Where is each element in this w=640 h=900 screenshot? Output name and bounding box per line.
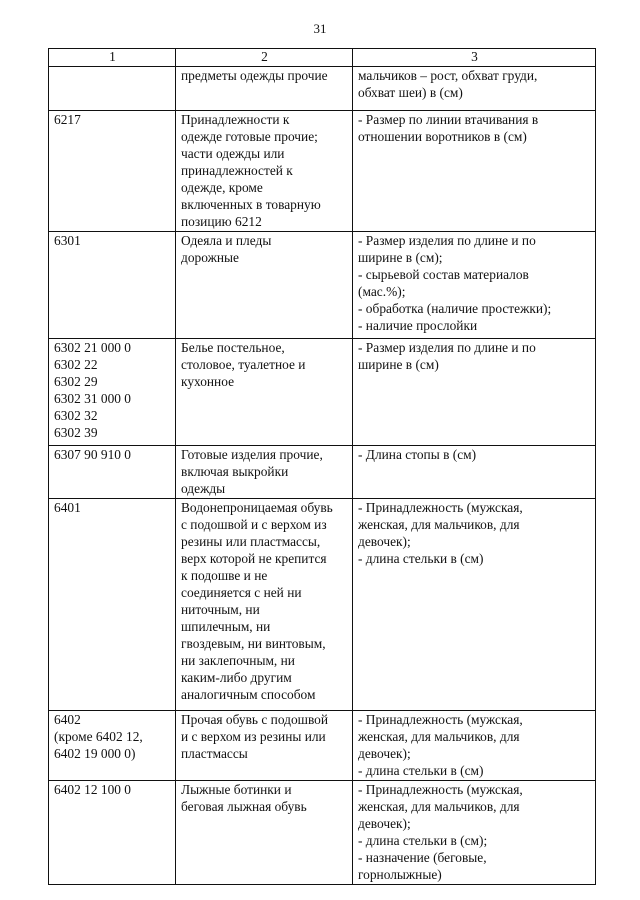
cell-line: - сырьевой состав материалов: [358, 267, 529, 282]
cell-line: Принадлежности к: [181, 112, 290, 127]
cell-line: мальчиков – рост, обхват груди,: [358, 68, 538, 83]
cell-line: - Размер изделия по длине и по: [358, 233, 536, 248]
cell-line: 6301: [54, 233, 81, 248]
attributes-cell: [353, 339, 596, 446]
cell-line: части одежды или: [181, 146, 285, 161]
cell-line: беговая лыжная обувь: [181, 799, 307, 814]
table-row: [49, 711, 596, 781]
cell-line: резины или пластмассы,: [181, 534, 321, 549]
table-row: [49, 499, 596, 711]
cell-line: с подошвой и с верхом из: [181, 517, 327, 532]
cell-line: включенных в товарную: [181, 197, 321, 212]
code-cell: [49, 781, 176, 885]
code-cell: [49, 111, 176, 232]
cell-line: женская, для мальчиков, для: [358, 799, 520, 814]
cell-line: обхват шеи) в (см): [358, 85, 463, 100]
code-cell: [49, 232, 176, 339]
cell-line: 6401: [54, 500, 81, 515]
cell-line: девочек);: [358, 746, 411, 761]
cell-line: столовое, туалетное и: [181, 357, 306, 372]
cell-line: - наличие прослойки: [358, 318, 478, 333]
cell-line: женская, для мальчиков, для: [358, 517, 520, 532]
product-name-cell: [176, 711, 353, 781]
cell-line: - длина стельки в (см): [358, 551, 484, 566]
cell-line: каким-либо другим: [181, 670, 292, 685]
cell-line: - Размер изделия по длине и по: [358, 340, 536, 355]
cell-line: девочек);: [358, 534, 411, 549]
table-row: [49, 339, 596, 446]
cell-line: 6302 31 000 0: [54, 391, 131, 406]
table-row: [49, 67, 596, 111]
cell-line: принадлежностей к: [181, 163, 293, 178]
cell-line: дорожные: [181, 250, 239, 265]
cell-line: 6402 19 000 0): [54, 746, 136, 761]
attributes-cell: [353, 67, 596, 111]
cell-line: - Принадлежность (мужская,: [358, 500, 523, 515]
code-cell: [49, 339, 176, 446]
cell-line: соединяется с ней ни: [181, 585, 302, 600]
cell-line: 6217: [54, 112, 81, 127]
cell-line: 6302 22: [54, 357, 98, 372]
cell-line: 6302 32: [54, 408, 98, 423]
attributes-cell: [353, 499, 596, 711]
cell-line: позицию 6212: [181, 214, 262, 229]
table-body: [49, 67, 596, 885]
code-cell: [49, 67, 176, 111]
attributes-cell: [353, 711, 596, 781]
cell-line: 6307 90 910 0: [54, 447, 131, 462]
cell-line: 6302 21 000 0: [54, 340, 131, 355]
product-name-cell: [176, 111, 353, 232]
cell-line: Водонепроницаемая обувь: [181, 500, 333, 515]
cell-line: Одеяла и пледы: [181, 233, 272, 248]
product-name-cell: [176, 339, 353, 446]
page-number: 31: [313, 21, 327, 36]
cell-line: аналогичным способом: [181, 687, 316, 702]
cell-line: (кроме 6402 12,: [54, 729, 143, 744]
cell-line: предметы одежды прочие: [181, 68, 328, 83]
cell-line: - длина стельки в (см): [358, 763, 484, 778]
cell-line: - Принадлежность (мужская,: [358, 712, 523, 727]
cell-line: ширине в (см);: [358, 250, 443, 265]
cell-line: верх которой не крепится: [181, 551, 327, 566]
table-row: [49, 111, 596, 232]
cell-line: одежде готовые прочие;: [181, 129, 318, 144]
table-row: [49, 446, 596, 499]
cell-line: шпилечным, ни: [181, 619, 271, 634]
table-header-row: [49, 49, 596, 67]
cell-line: ширине в (см): [358, 357, 439, 372]
cell-line: ни заклепочным, ни: [181, 653, 295, 668]
attributes-cell: [353, 111, 596, 232]
code-cell: [49, 499, 176, 711]
cell-line: Лыжные ботинки и: [181, 782, 292, 797]
cell-line: одежде, кроме: [181, 180, 263, 195]
cell-line: ниточным, ни: [181, 602, 260, 617]
cell-line: и с верхом из резины или: [181, 729, 326, 744]
product-name-cell: [176, 781, 353, 885]
attributes-cell: [353, 781, 596, 885]
column-header-3: 3: [353, 49, 596, 67]
code-cell: [49, 711, 176, 781]
cell-line: - обработка (наличие простежки);: [358, 301, 552, 316]
cell-line: (мас.%);: [358, 284, 406, 299]
cell-line: 6402: [54, 712, 81, 727]
code-cell: [49, 446, 176, 499]
cell-line: пластмассы: [181, 746, 248, 761]
cell-line: - Принадлежность (мужская,: [358, 782, 523, 797]
cell-line: Прочая обувь с подошвой: [181, 712, 329, 727]
cell-line: Готовые изделия прочие,: [181, 447, 323, 462]
cell-line: - Длина стопы в (см): [358, 447, 477, 462]
product-name-cell: [176, 67, 353, 111]
cell-line: одежды: [181, 481, 226, 496]
cell-line: Белье постельное,: [181, 340, 285, 355]
classification-table: [48, 48, 596, 885]
cell-line: 6402 12 100 0: [54, 782, 131, 797]
attributes-cell: [353, 232, 596, 339]
cell-line: горнолыжные): [358, 867, 442, 882]
cell-line: - длина стельки в (см);: [358, 833, 488, 848]
product-name-cell: [176, 232, 353, 339]
cell-line: 6302 39: [54, 425, 98, 440]
product-name-cell: [176, 499, 353, 711]
cell-line: 6302 29: [54, 374, 98, 389]
cell-line: включая выкройки: [181, 464, 289, 479]
table-row: [49, 781, 596, 885]
cell-line: - назначение (беговые,: [358, 850, 487, 865]
cell-line: отношении воротников в (см): [358, 129, 527, 144]
cell-line: девочек);: [358, 816, 411, 831]
cell-line: гвоздевым, ни винтовым,: [181, 636, 326, 651]
attributes-cell: [353, 446, 596, 499]
product-name-cell: [176, 446, 353, 499]
column-header-2: 2: [176, 49, 353, 67]
cell-line: к подошве и не: [181, 568, 268, 583]
column-header-1: 1: [49, 49, 176, 67]
cell-line: - Размер по линии втачивания в: [358, 112, 539, 127]
cell-line: кухонное: [181, 374, 235, 389]
table-row: [49, 232, 596, 339]
cell-line: женская, для мальчиков, для: [358, 729, 520, 744]
